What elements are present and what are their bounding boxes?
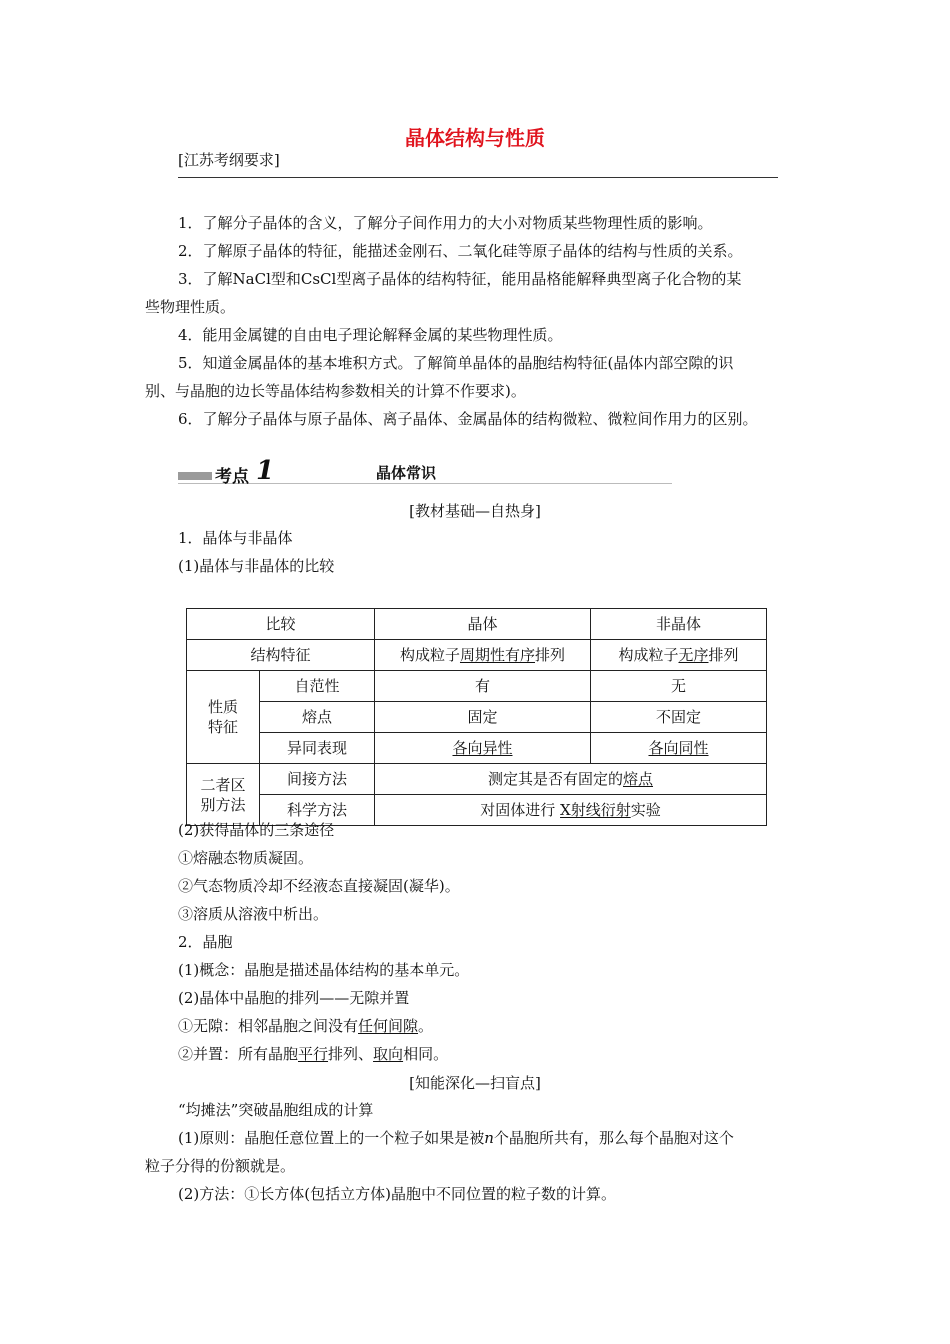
table-row-label: 结构特征	[187, 640, 375, 671]
subheading-deepen: [知能深化—扫盲点]	[409, 1074, 541, 1092]
paragraph-method: (2)方法：①长方体(包括立方体)晶胞中不同位置的粒子数的计算。	[178, 1185, 616, 1203]
requirement-5: 5．知道金属晶体的基本堆积方式。了解简单晶体的晶胞结构特征(晶体内部空隙的识	[178, 354, 734, 372]
paragraph-no-gap: ①无隙：相邻晶胞之间没有任何间隙。	[178, 1017, 434, 1035]
section-title: 晶体常识	[376, 464, 437, 482]
paragraph-route-2: ②气态物质冷却不经液态直接凝固(凝华)。	[178, 877, 460, 895]
table-row-label: 熔点	[260, 702, 375, 733]
table-row-label: 异同表现	[260, 733, 375, 764]
table-header-crystal: 晶体	[375, 609, 591, 640]
table-cell: 固定	[375, 702, 591, 733]
requirements-header: [江苏考纲要求]	[178, 151, 280, 169]
table-cell: 有	[375, 671, 591, 702]
section-rule	[178, 483, 672, 484]
table-group-label: 性质 特征	[187, 671, 260, 764]
paragraph-routes: (2)获得晶体的三条途径	[178, 821, 335, 839]
paragraph-route-3: ③溶质从溶液中析出。	[178, 905, 329, 923]
paragraph-unit-cell: 2．晶胞	[178, 933, 233, 951]
table-cell: 构成粒子无序排列	[591, 640, 767, 671]
requirement-3: 3．了解NaCl型和CsCl型离子晶体的结构特征，能用晶格能解释典型离子化合物的某	[178, 270, 742, 288]
header-divider	[178, 177, 778, 178]
table-group-label: 二者区 别方法	[187, 764, 260, 826]
comparison-table	[186, 608, 767, 826]
paragraph-comparison: (1)晶体与非晶体的比较	[178, 557, 335, 575]
paragraph-principle-cont: 粒子分得的份额就是。	[145, 1157, 296, 1175]
table-header-compare: 比较	[187, 609, 375, 640]
subheading-textbook: [教材基础—自热身]	[409, 502, 541, 520]
paragraph-arrangement: (2)晶体中晶胞的排列——无隙并置	[178, 989, 410, 1007]
section-number: 1	[256, 456, 275, 486]
table-cell: 各向异性	[375, 733, 591, 764]
requirement-3-cont: 些物理性质。	[145, 298, 236, 316]
section-bar	[178, 472, 212, 480]
section-label: 考点	[215, 467, 249, 487]
table-cell: 测定其是否有固定的熔点	[375, 764, 767, 795]
requirement-4: 4．能用金属键的自由电子理论解释金属的某些物理性质。	[178, 326, 563, 344]
table-row-label: 自范性	[260, 671, 375, 702]
table-row-label: 间接方法	[260, 764, 375, 795]
paragraph-route-1: ①熔融态物质凝固。	[178, 849, 314, 867]
table-row-label: 科学方法	[260, 795, 375, 826]
paragraph-parallel: ②并置：所有晶胞平行排列、取向相同。	[178, 1045, 449, 1063]
requirement-5-cont: 别、与晶胞的边长等晶体结构参数相关的计算不作要求)。	[145, 382, 526, 400]
table-cell: 不固定	[591, 702, 767, 733]
requirement-1: 1．了解分子晶体的含义，了解分子间作用力的大小对物质某些物理性质的影响。	[178, 214, 713, 232]
table-cell: 各向同性	[591, 733, 767, 764]
table-cell: 对固体进行 X射线衍射实验	[375, 795, 767, 826]
requirement-2: 2．了解原子晶体的特征，能描述金刚石、二氧化硅等原子晶体的结构与性质的关系。	[178, 242, 743, 260]
paragraph-sharing-method: “均摊法”突破晶胞组成的计算	[178, 1101, 374, 1119]
table-cell: 无	[591, 671, 767, 702]
paragraph-crystal-vs-amorphous: 1．晶体与非晶体	[178, 529, 293, 547]
paragraph-principle: (1)原则：晶胞任意位置上的一个粒子如果是被n个晶胞所共有，那么每个晶胞对这个	[178, 1129, 734, 1147]
requirement-6: 6．了解分子晶体与原子晶体、离子晶体、金属晶体的结构微粒、微粒间作用力的区别。	[178, 410, 758, 428]
table-header-amorphous: 非晶体	[591, 609, 767, 640]
paragraph-concept: (1)概念：晶胞是描述晶体结构的基本单元。	[178, 961, 470, 979]
table-cell: 构成粒子周期性有序排列	[375, 640, 591, 671]
page-title: 晶体结构与性质	[405, 126, 545, 150]
